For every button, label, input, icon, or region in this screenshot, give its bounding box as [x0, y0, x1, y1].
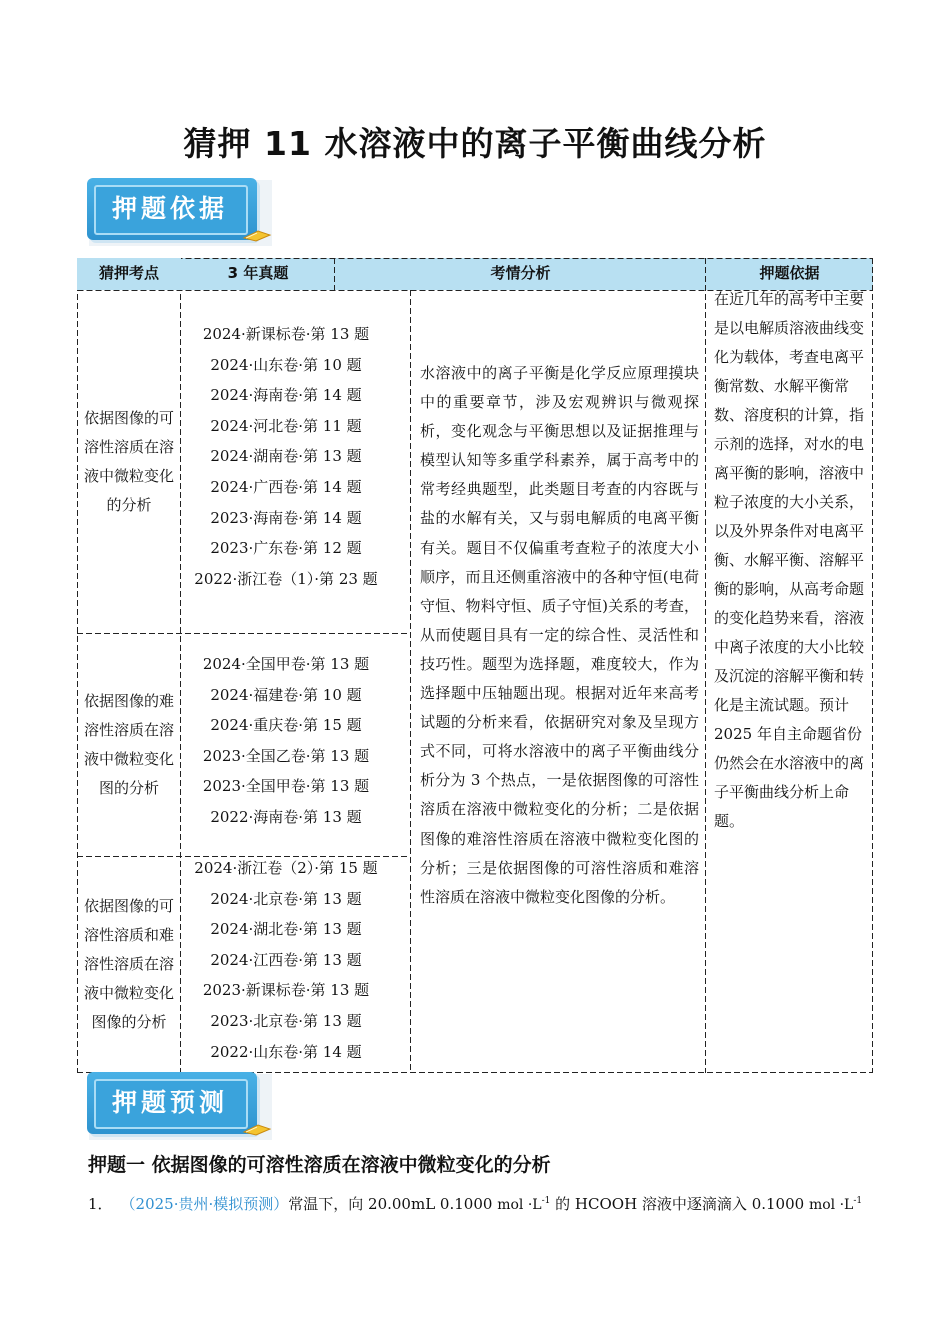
- banner-basis-label: 押题依据: [111, 194, 228, 223]
- category-text: 依据图像的难溶性溶质在溶液中微粒变化图的分析: [83, 692, 174, 797]
- banner-prediction-label: 押题预测: [111, 1088, 228, 1117]
- question-text-a: 常温下，向 20.00mL 0.1000: [288, 1195, 493, 1213]
- exam-item: 2022·海南卷·第 13 题: [210, 807, 362, 826]
- book-icon: [242, 228, 272, 242]
- exam-item: 2023·全国甲卷·第 13 题: [202, 777, 370, 796]
- unit-a: mol ·L: [497, 1197, 542, 1213]
- exam-item: 2024·北京卷·第 13 题: [210, 889, 362, 908]
- exam-list: [181, 853, 391, 1067]
- exam-item: 2023·北京卷·第 13 题: [210, 1011, 362, 1030]
- question-source: （2025·贵州·模拟预测）: [120, 1195, 289, 1213]
- exam-item: 2024·湖北卷·第 13 题: [210, 920, 362, 939]
- category-cell: [83, 634, 175, 856]
- sup-b: -1: [853, 1196, 863, 1206]
- category-text: 依据图像的可溶性溶质在溶液中微粒变化的分析: [83, 409, 174, 514]
- header-analysis: 考情分析: [490, 264, 551, 282]
- unit-b: mol ·L: [808, 1197, 854, 1213]
- basis-text: 在近几年的高考中主要是以电解质溶液曲线变化为载体，考查电离平衡常数、水解平衡常数、溶度积的计算，指示剂的选择，对水的电离平衡的影响，溶液中粒子浓度的大小关系，以及外界条件对电离平衡、水解平衡、溶解平衡的影响，从高考命题的变化趋势来看，溶液中离子浓度的大小比较及沉淀的溶解平衡和转化是主流试题。预计 2025 年自主命题省份仍然会在水溶液中的离子平衡曲线分析上命题。: [714, 290, 865, 830]
- exam-item: 2024·海南卷·第 14 题: [210, 386, 362, 405]
- exam-list: [181, 649, 391, 833]
- header-category: 猜押考点: [77, 258, 181, 290]
- exam-item: 2022·山东卷·第 14 题: [210, 1042, 362, 1061]
- exam-basis-table: [77, 258, 873, 1073]
- exam-item: 2023·全国乙卷·第 13 题: [202, 746, 370, 765]
- banner-prediction: [87, 1072, 270, 1138]
- exam-item: 2024·重庆卷·第 15 题: [210, 716, 362, 735]
- exam-item: 2024·新课标卷·第 13 题: [202, 325, 370, 343]
- question-text-b: 的 HCOOH 溶液中逐滴滴入 0.1000: [555, 1195, 805, 1213]
- exam-item: 2024·福建卷·第 10 题: [210, 685, 362, 704]
- exam-list: [181, 319, 391, 594]
- exam-item: 2022·浙江卷（1）·第 23 题: [194, 569, 378, 588]
- page-title: 猜押 11 水溶液中的离子平衡曲线分析: [183, 124, 767, 163]
- exam-item: 2024·全国甲卷·第 13 题: [202, 655, 370, 673]
- book-icon: [242, 1122, 272, 1136]
- exam-item: 2024·江西卷·第 13 题: [210, 950, 362, 969]
- exam-item: 2024·浙江卷（2）·第 15 题: [194, 859, 378, 877]
- exam-item: 2023·海南卷·第 14 题: [210, 508, 362, 527]
- exam-item: 2023·新课标卷·第 13 题: [202, 981, 370, 1000]
- question-number: 1．: [88, 1195, 113, 1213]
- exam-item: 2024·广西卷·第 14 题: [210, 477, 362, 496]
- banner-basis: [87, 178, 270, 244]
- analysis-text: 水溶液中的离子平衡是化学反应原理摸块中的重要章节，涉及宏观辨识与微观探析，变化观念与平衡思想以及证据推理与模型认知等多重学科素养，属于高考中的常考经典题型，此类题目考查的内容既与盐的水解有关，又与弱电解质的电离平衡有关。题目不仅偏重考查粒子的浓度大小顺序，而且还侧重溶液中的各种守恒(电荷守恒、物料守恒、质子守恒)关系的考查，从而使题目具有一定的综合性、灵活性和技巧性。题型为选择题，难度较大，作为选择题中压轴题出现。根据对近年来高考试题的分析来看，依据研究对象及呈现方式不同，可将水溶液中的离子平衡曲线分析分为 3 个热点，一是依据图像的可溶性溶质在溶液中微粒变化的分析；二是依据图像的难溶性溶质在溶液中微粒变化图的分析；三是依据图像的可溶性溶质和难溶性溶质在溶液中微粒变化图像的分析。: [420, 364, 699, 906]
- question-1: [88, 1193, 862, 1214]
- exam-item: 2023·广东卷·第 12 题: [210, 539, 362, 558]
- header-basis: 押题依据: [759, 264, 820, 282]
- exam-item: 2024·湖南卷·第 13 题: [210, 447, 362, 466]
- category-text: 依据图像的可溶性溶质和难溶性溶质在溶液中微粒变化图像的分析: [83, 897, 174, 1031]
- exam-item: 2024·山东卷·第 10 题: [210, 355, 362, 374]
- header-exams: 3 年真题: [227, 264, 289, 282]
- section-heading: 押题一 依据图像的可溶性溶质在溶液中微粒变化的分析: [88, 1154, 551, 1176]
- category-cell: [83, 291, 175, 633]
- category-cell: [83, 857, 175, 1072]
- sup-a: -1: [541, 1196, 551, 1206]
- exam-item: 2024·河北卷·第 11 题: [210, 416, 362, 435]
